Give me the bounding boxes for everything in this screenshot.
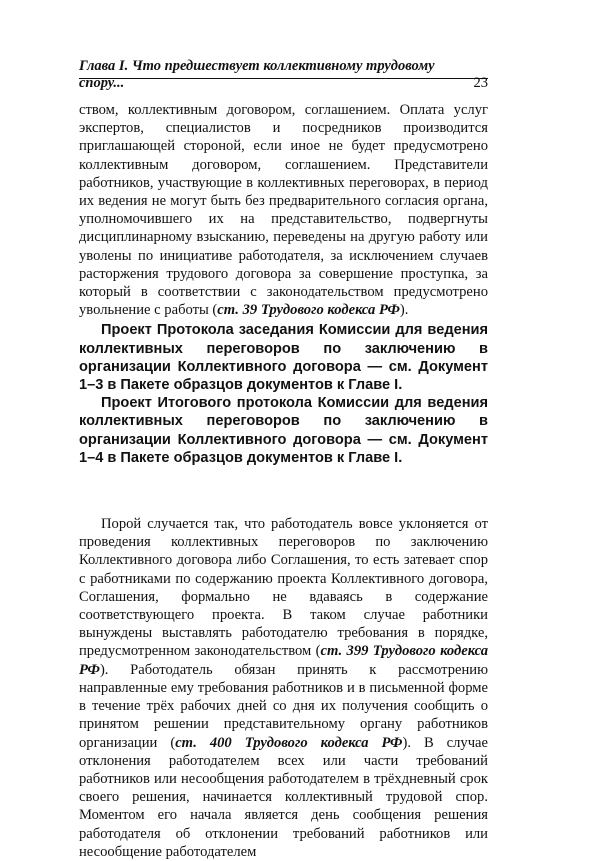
paragraph-1-text: ством, коллективным договором, соглашением. Оплата услуг экспертов, специалистов и посредников производится приглашающей стороной, если иное не будет предусмотрено коллективным договором, соглашением. Представители работников, участвующие в коллективных переговорах, в период их ведения не могут быть без предварительного согласия органа, уполномочившего их на представительство, подвергнуты дисциплинарному взысканию, переведены на другую работу или уволены по инициативе работодателя, за исключением случаев расторжения трудового договора за совершение проступка, за который в соответствии с законодательством предусмотрено увольнение с работы (	[79, 102, 488, 319]
law-reference-art39: ст. 39 Трудового кодекса РФ	[217, 302, 400, 319]
header-rule	[79, 78, 488, 79]
law-reference-art400: ст. 400 Трудового кодекса РФ	[175, 734, 403, 751]
page-number: 23	[473, 75, 488, 91]
document-reference-1-4: Проект Итогового протокола Комиссии для ведения коллективных переговоров по заключению в организации Коллективного договора — см. Документ 1–4 в Пакете образцов документов к Главе I.	[79, 395, 488, 466]
paragraph-2-part1: Порой случается так, что работодатель вовсе уклоняется от проведения коллективных переговоров по заключению Коллективного договора либо Соглашения, то есть затевает спор с работниками по содержанию проекта Коллективного договора, Соглашения, формально не вдаваясь в содержание соответствующего проекта. В таком случае работники вынуждены выставлять работодателю требования в порядке, предусмотренном законодательством (	[79, 516, 488, 660]
document-reference-1-3: Проект Протокола заседания Комиссии для ведения коллективных переговоров по заключению в организации Коллективного договора — см. Документ 1–3 в Пакете образцов документов к Главе I.	[79, 322, 488, 394]
paragraph-2-part2: ). Работодатель обязан принять к рассмотрению направленные ему требования работников и в письменной форме в течение трёх рабочих дней со дня их получения сообщить о принятом решении представительному органу работников организации (	[79, 661, 488, 751]
running-header	[79, 58, 488, 96]
paragraph-2-part3: ). В случае отклонения работодателем всех или части требований работников или несообщения работодателем в трёхдневный срок своего решения, начинается коллективный трудовой спор. Моментом его начала является день сообщения решения работодателя об отклонении требований работников или несообщение работодателем	[79, 734, 489, 860]
chapter-title: Глава I. Что предшествует коллективному трудовому спору...	[79, 58, 435, 91]
page-body	[79, 101, 488, 861]
paragraph-1-end: ).	[399, 302, 409, 319]
section-gap	[79, 467, 488, 515]
paragraph-1	[79, 101, 488, 319]
paragraph-2	[79, 515, 488, 861]
law-reference-art399: ст. 399 Трудового кодекса РФ	[79, 643, 488, 678]
